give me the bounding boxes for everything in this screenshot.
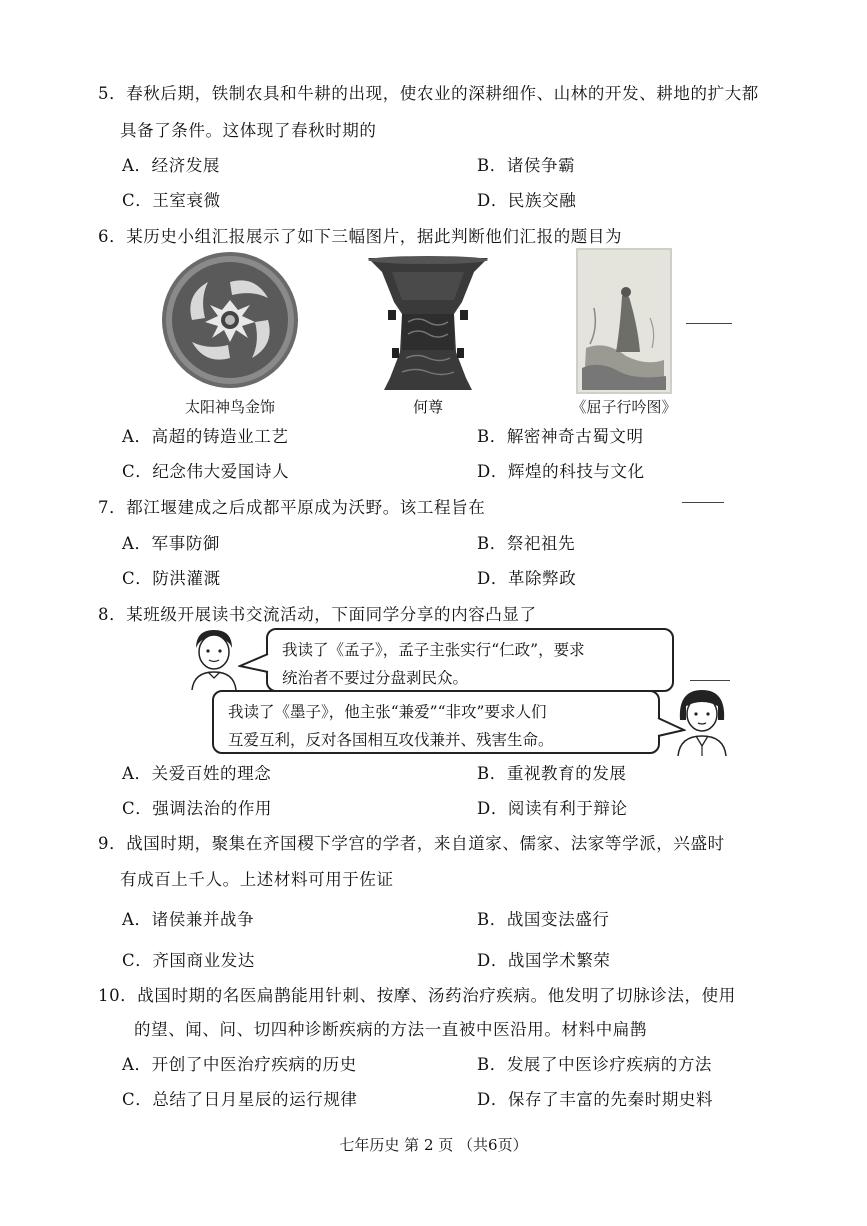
margin-mark	[682, 502, 724, 503]
question-6-option-a[interactable]: A．高超的铸造业工艺	[122, 427, 289, 446]
question-9-option-a[interactable]: A．诸侯兼并战争	[122, 910, 255, 929]
question-8-option-b[interactable]: B．重视教育的发展	[477, 764, 627, 783]
question-8-stem: 8．某班级开展读书交流活动，下面同学分享的内容凸显了	[98, 605, 537, 624]
question-10-option-a[interactable]: A．开创了中医治疗疾病的历史	[122, 1055, 357, 1074]
question-9-stem-line2: 有成百上千人。上述材料可用于佐证	[120, 870, 394, 889]
bubble-mencius-line2: 统治者不要过分盘剥民众。	[282, 669, 469, 687]
question-7-option-a[interactable]: A．军事防御	[122, 534, 221, 553]
caption-he-zun: 何尊	[412, 398, 443, 416]
sun-bird-gold-ornament-image	[160, 250, 300, 390]
question-10-option-b[interactable]: B．发展了中医诊疗疾病的方法	[477, 1055, 713, 1074]
bubble-tail-left	[238, 652, 270, 676]
question-7-option-d[interactable]: D．革除弊政	[477, 569, 577, 588]
question-6-option-b[interactable]: B．解密神奇古蜀文明	[477, 427, 644, 446]
question-8-option-d[interactable]: D．阅读有利于辩论	[477, 799, 628, 818]
question-7-option-b[interactable]: B．祭祀祖先	[477, 534, 576, 553]
question-9-stem-line1: 9．战国时期，聚集在齐国稷下学宫的学者，来自道家、儒家、法家等学派，兴盛时	[98, 834, 725, 853]
he-zun-bronze-image	[362, 252, 494, 394]
bubble-mozi-line2: 互爱互利，反对各国相互攻伐兼并、残害生命。	[228, 731, 554, 749]
speech-bubble-mencius	[266, 628, 674, 692]
caption-quzi: 《屈子行吟图》	[571, 398, 677, 416]
girl-student-icon	[672, 686, 732, 756]
question-10-option-c[interactable]: C．总结了日月星辰的运行规律	[122, 1090, 358, 1109]
margin-mark	[690, 680, 730, 681]
margin-mark	[686, 323, 732, 324]
quzi-painting-image	[576, 248, 672, 394]
question-5-option-a[interactable]: A．经济发展	[122, 156, 221, 175]
bubble-mencius-line1: 我读了《孟子》，孟子主张实行“仁政”，要求	[282, 641, 585, 659]
caption-sun-bird: 太阳神鸟金饰	[184, 398, 275, 416]
question-10-option-d[interactable]: D．保存了丰富的先秦时期史料	[477, 1090, 714, 1109]
speech-bubble-mozi	[212, 690, 660, 754]
question-7-option-c[interactable]: C．防洪灌溉	[122, 569, 221, 588]
question-7-stem: 7．都江堰建成之后成都平原成为沃野。该工程旨在	[98, 498, 486, 517]
question-6-option-d[interactable]: D．辉煌的科技与文化	[477, 462, 645, 481]
question-5-stem-line1: 5．春秋后期，铁制农具和牛耕的出现，使农业的深耕细作、山林的开发、耕地的扩大都	[98, 84, 759, 103]
question-9-option-b[interactable]: B．战国变法盛行	[477, 910, 610, 929]
question-9-option-d[interactable]: D．战国学术繁荣	[477, 951, 611, 970]
question-6-stem: 6．某历史小组汇报展示了如下三幅图片，据此判断他们汇报的题目为	[98, 227, 623, 246]
page-footer: 七年历史 第 2 页 （共6页）	[339, 1136, 528, 1154]
question-5-option-d[interactable]: D．民族交融	[477, 191, 577, 210]
bubble-mozi-line1: 我读了《墨子》，他主张“兼爱”“非攻”要求人们	[228, 703, 547, 721]
boy-student-icon	[186, 626, 242, 690]
question-8-option-a[interactable]: A．关爱百姓的理念	[122, 764, 272, 783]
question-10-stem-line1: 10．战国时期的名医扁鹊能用针刺、按摩、汤药治疗疾病。他发明了切脉诊法，使用	[98, 986, 736, 1005]
question-5-option-c[interactable]: C．王室衰微	[122, 191, 221, 210]
question-8-option-c[interactable]: C．强调法治的作用	[122, 799, 273, 818]
question-9-option-c[interactable]: C．齐国商业发达	[122, 951, 255, 970]
question-5-option-b[interactable]: B．诸侯争霸	[477, 156, 576, 175]
question-6-option-c[interactable]: C．纪念伟大爱国诗人	[122, 462, 290, 481]
question-5-stem-line2: 具备了条件。这体现了春秋时期的	[120, 121, 377, 140]
question-10-stem-line2: 的望、闻、问、切四种诊断疾病的方法一直被中医沿用。材料中扁鹊	[134, 1020, 647, 1039]
